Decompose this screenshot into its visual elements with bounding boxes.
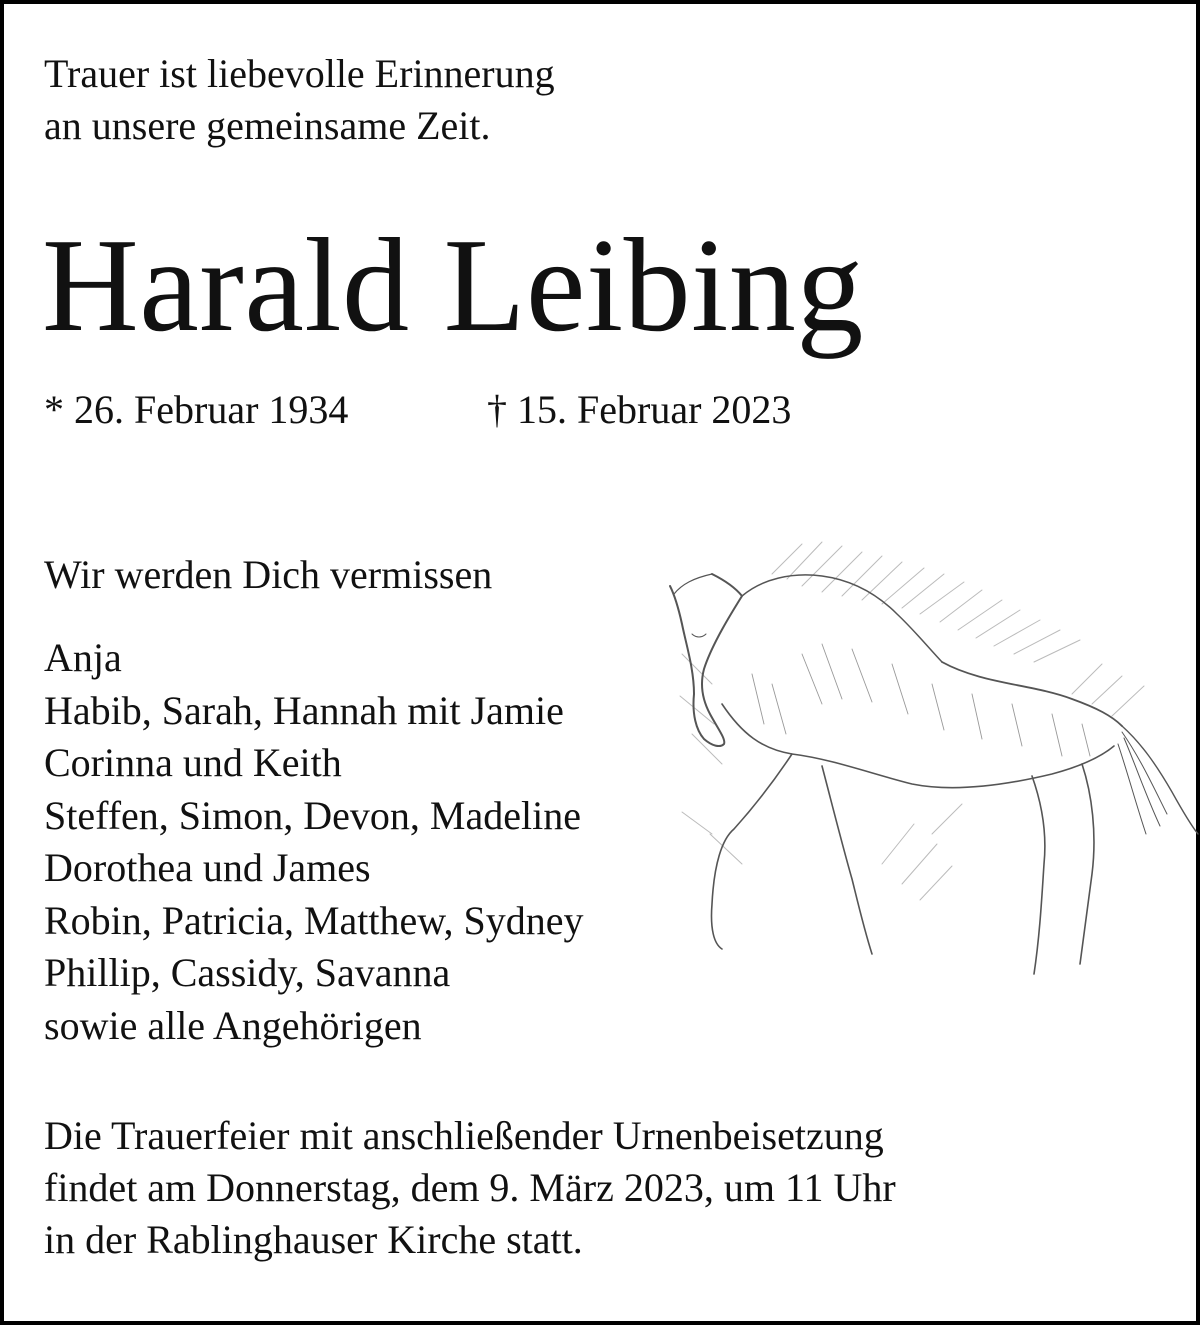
signer-line: Robin, Patricia, Matthew, Sydney (44, 897, 584, 943)
service-line: findet am Donnerstag, dem 9. März 2023, um 11 Uhr (44, 1165, 896, 1210)
signer-line: Steffen, Simon, Devon, Madeline (44, 792, 581, 838)
motto-line: Trauer ist liebevolle Erinnerung (44, 51, 555, 96)
death-date: † 15. Februar 2023 (487, 387, 792, 432)
signer-line: sowie alle Angehörigen (44, 1002, 422, 1048)
service-details (44, 1110, 896, 1266)
deceased-name: Harald Leibing (42, 211, 864, 359)
farewell-line: Wir werden Dich vermissen (44, 552, 493, 597)
motto-line: an unsere gemeinsame Zeit. (44, 103, 491, 148)
signer-line: Anja (44, 635, 122, 680)
service-line: in der Rablinghauser Kirche statt. (44, 1217, 583, 1262)
birth-date: * 26. Februar 1934 (44, 387, 349, 432)
life-dates (44, 384, 792, 436)
horse-sketch-icon (652, 534, 1200, 1004)
signer-line: Corinna und Keith (44, 740, 342, 785)
signer-line: Phillip, Cassidy, Savanna (44, 950, 451, 995)
signers-list (44, 632, 584, 1052)
service-line: Die Trauerfeier mit anschließender Urnenbeisetzung (44, 1113, 884, 1158)
motto (44, 48, 744, 152)
signer-line: Dorothea und James (44, 845, 371, 890)
signer-line: Habib, Sarah, Hannah mit Jamie (44, 687, 564, 733)
